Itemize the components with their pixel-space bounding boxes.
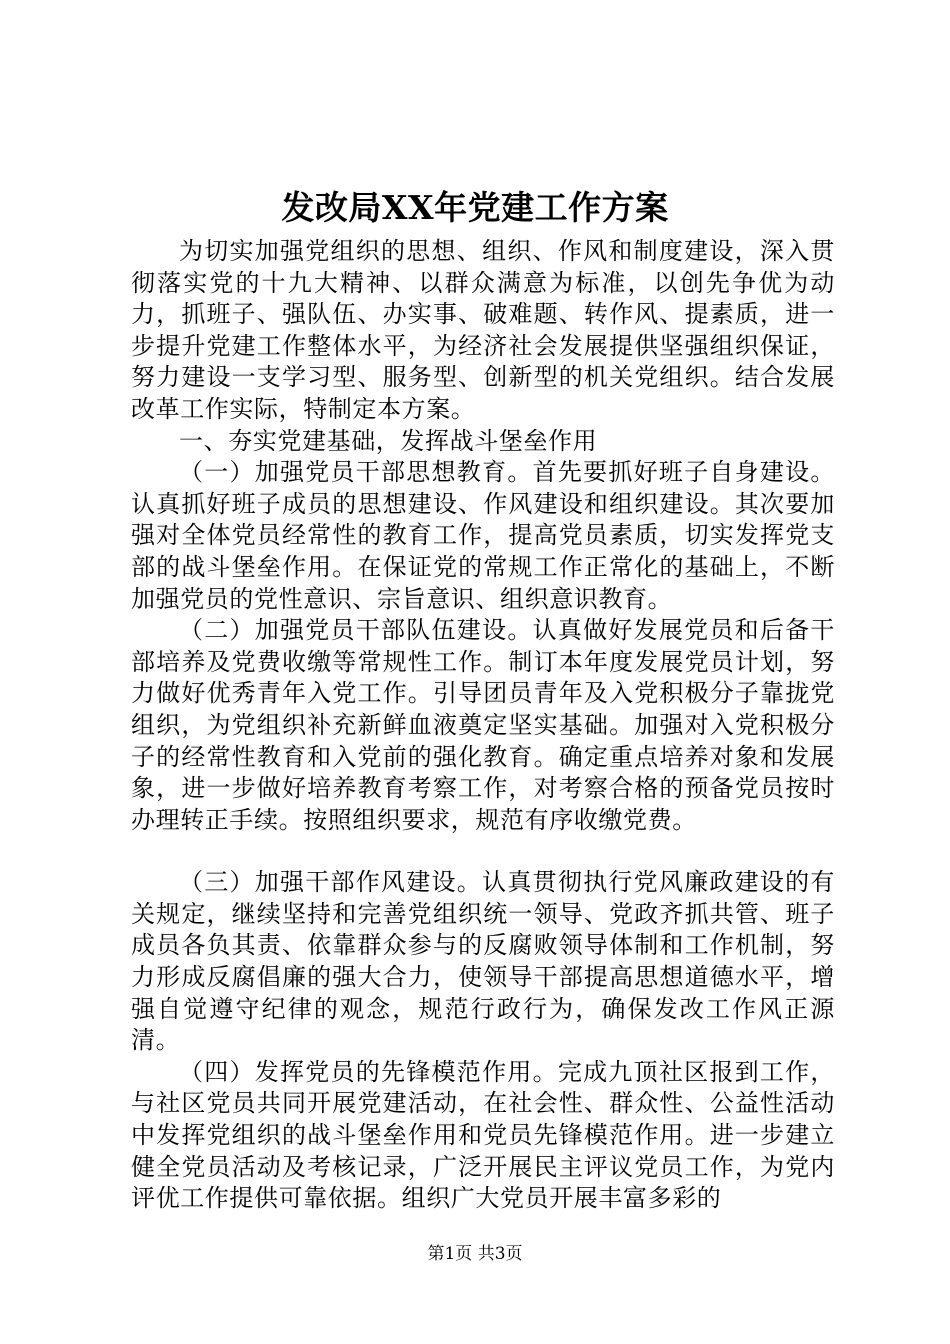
- paragraph-item-1: （一）加强党员干部思想教育。首先要抓好班子自身建设。认真抓好班子成员的思想建设、作风建设和组织建设。其次要加强对全体党员经常性的教育工作，提高党员素质，切实发挥党支部的战斗堡垒作用。在保证党的常规工作正常化的基础上，不断加强党员的党性意识、宗旨意识、组织意识教育。: [131, 458, 835, 613]
- paragraph-item-4: （四）发挥党员的先锋模范作用。完成九顶社区报到工作，与社区党员共同开展党建活动，在社会性、群众性、公益性活动中发挥党组织的战斗堡垒作用和党员先锋模范作用。进一步建立健全党员活动及考核记录，广泛开展民主评议党员工作，为党内评优工作提供可靠依据。组织广大党员开展丰富多彩的: [131, 1057, 835, 1213]
- page-number-footer: 第1页 共3页: [427, 1244, 523, 1264]
- section-heading: 一、夯实党建基础，发挥战斗堡垒作用: [179, 426, 598, 455]
- paragraph-item-3: （三）加强干部作风建设。认真贯彻执行党风廉政建设的有关规定，继续坚持和完善党组织统一领导、党政齐抓共管、班子成员各负其责、依靠群众参与的反腐败领导体制和工作机制，努力形成反腐倡廉的强大合力，使领导干部提高思想道德水平，增强自觉遵守纪律的观念，规范行政行为，确保发改工作风正源清。: [131, 868, 835, 1055]
- paragraph-item-2: （二）加强党员干部队伍建设。认真做好发展党员和后备干部培养及党费收缴等常规性工作。制订本年度发展党员计划，努力做好优秀青年入党工作。引导团员青年及入党积极分子靠拢党组织，为党组织补充新鲜血液奠定坚实基础。加强对入党积极分子的经常性教育和入党前的强化教育。确定重点培养对象和发展象，进一步做好培养教育考察工作，对考察合格的预备党员按时办理转正手续。按照组织要求，规范有序收缴党费。: [131, 616, 835, 834]
- document-title: 发改局XX年党建工作方案: [281, 188, 669, 227]
- document-body: [131, 236, 835, 1215]
- intro-paragraph: 为切实加强党组织的思想、组织、作风和制度建设，深入贯彻落实党的十九大精神、以群众满意为标准，以创先争优为动力，抓班子、强队伍、办实事、破难题、转作风、提素质，进一步提升党建工作整体水平，为经济社会发展提供坚强组织保证，努力建设一支学习型、服务型、创新型的机关党组织。结合发展改革工作实际，特制定本方案。: [131, 237, 835, 423]
